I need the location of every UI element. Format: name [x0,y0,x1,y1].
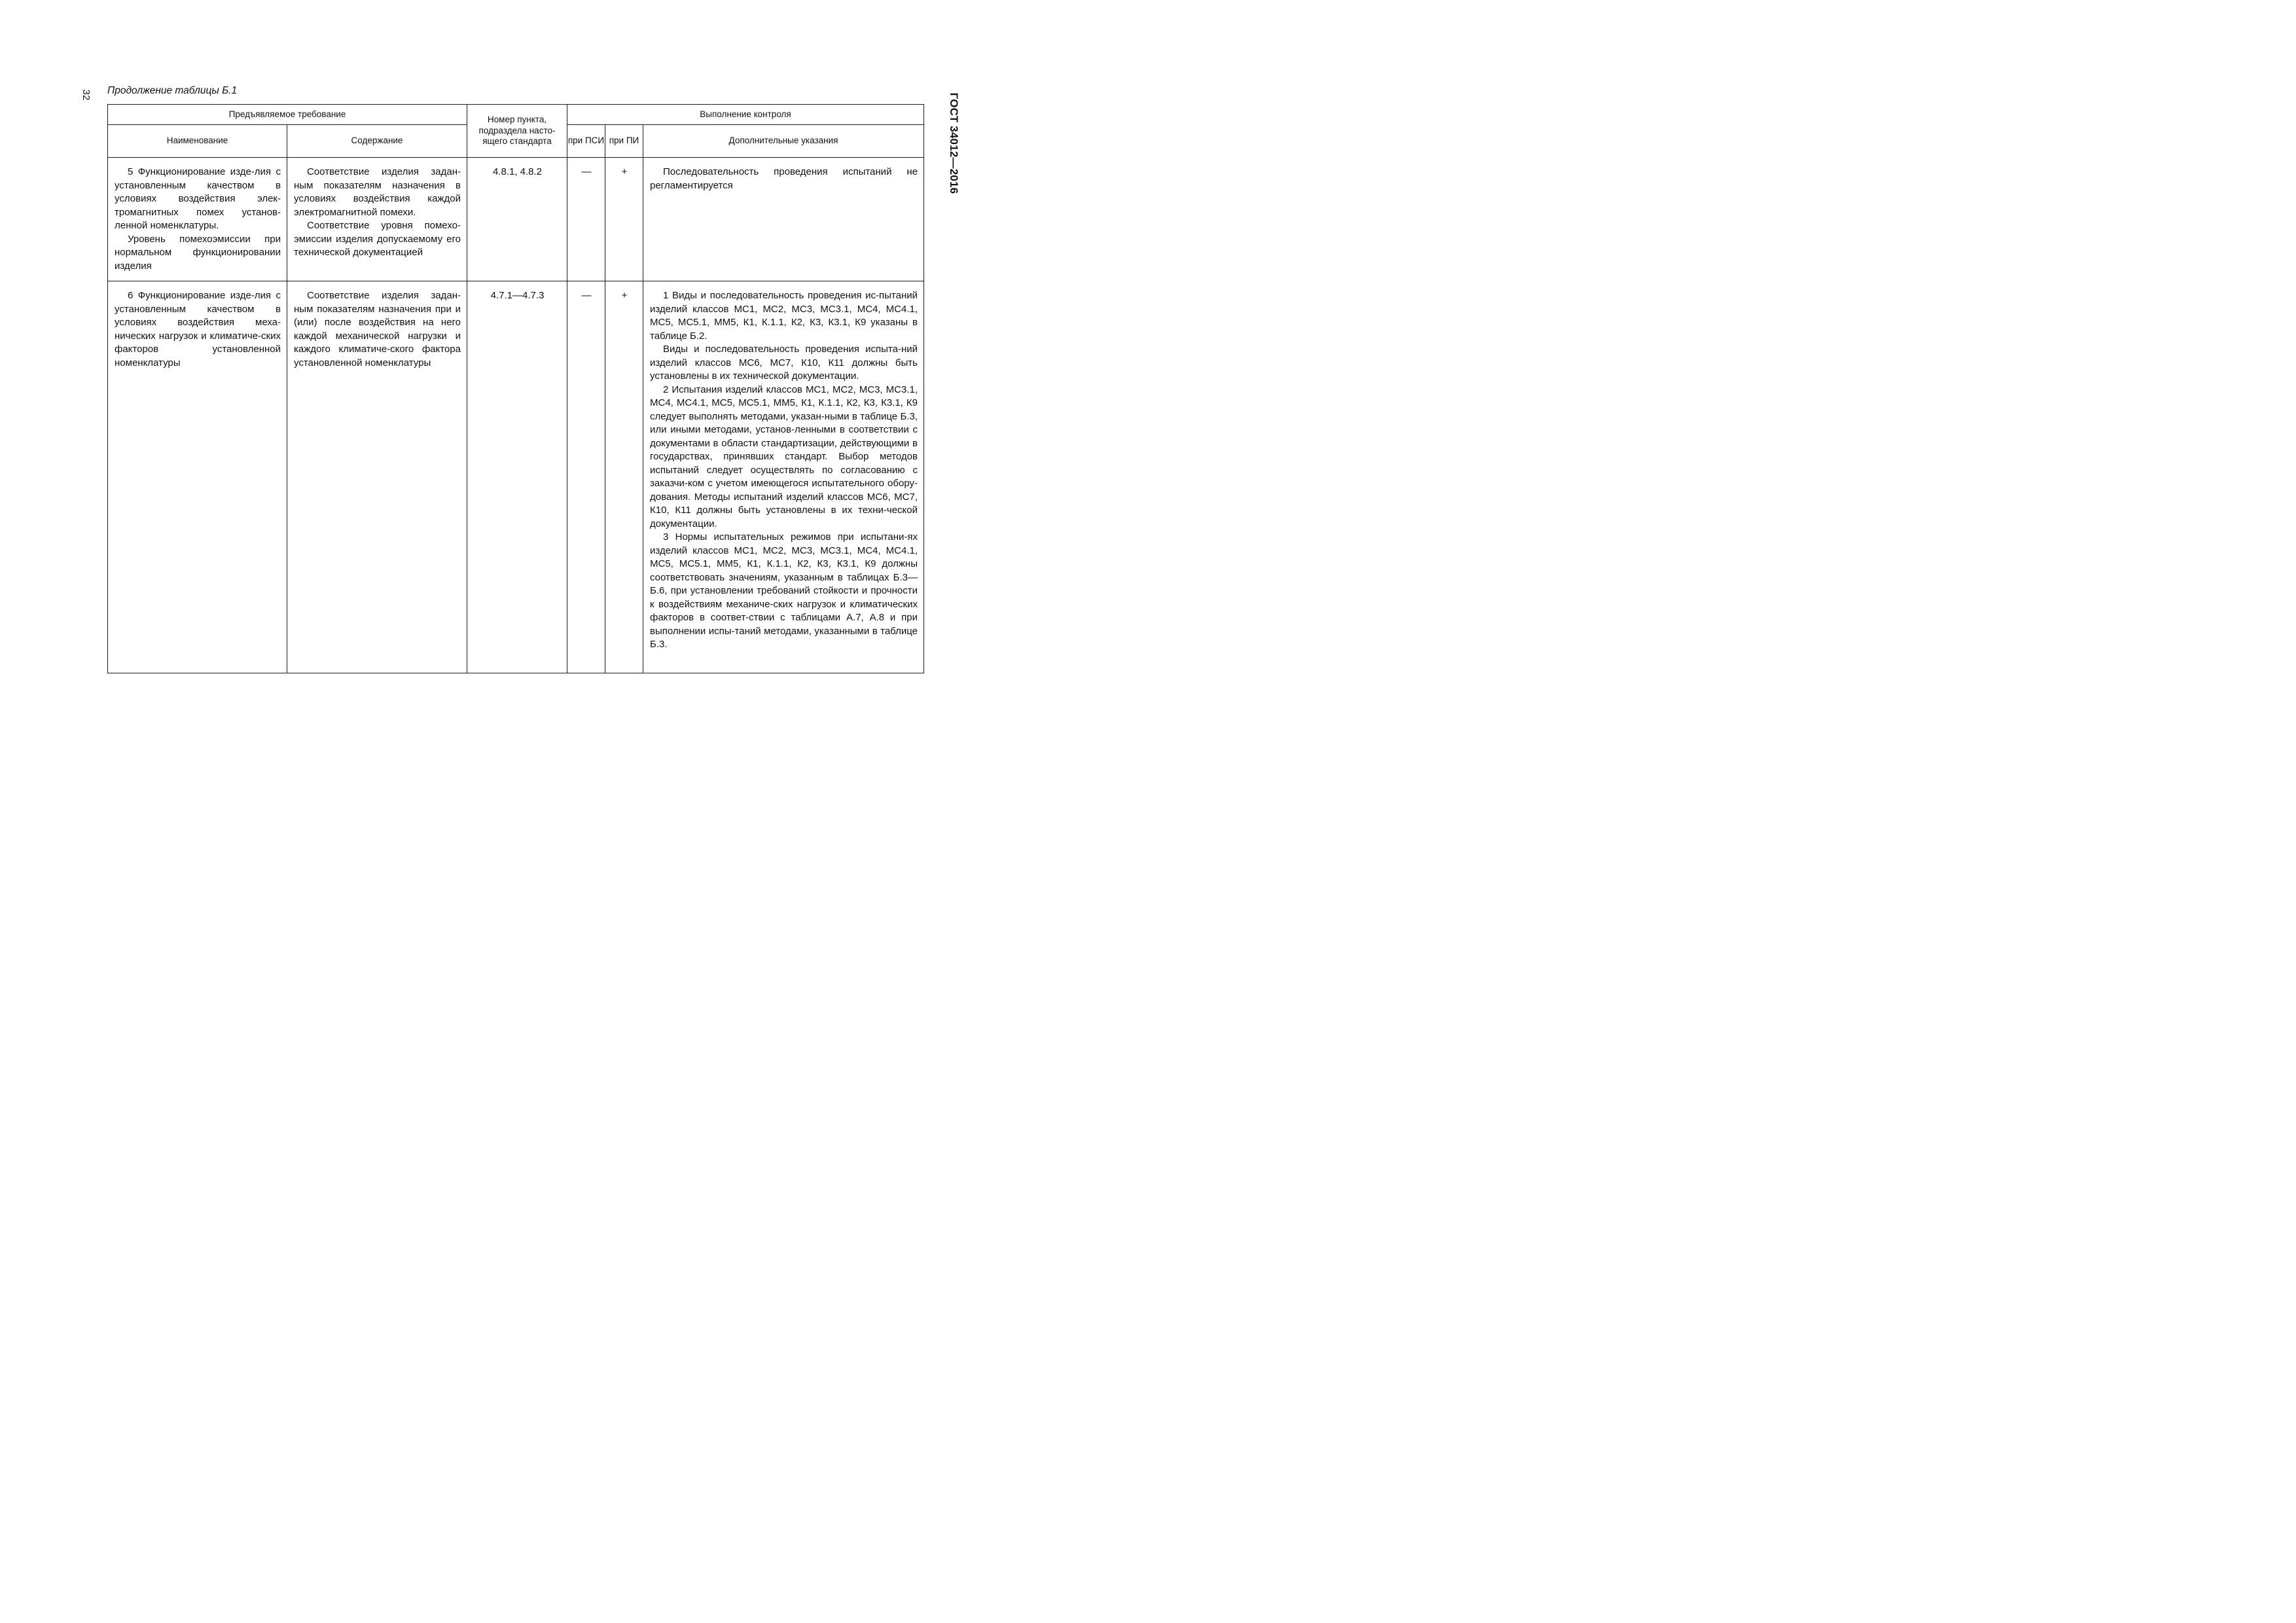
cell-paragraph: 5 Функционирование изде-лия с установленным качеством в условиях воздействия элек-тромагнитных помех установ-ленной номенклатуры. [115,166,281,231]
row-6-psi-cell: — [567,281,605,673]
cell-paragraph: Соответствие изделия задан-ным показателям назначения в условиях воздействия каждой электромагнитной помехи. [294,166,461,218]
cell-paragraph: Виды и последовательность проведения испыта-ний изделий классов МС6, МС7, К10, К11 должны быть установлены в их технической документации. [650,344,918,382]
cell-paragraph: 3 Нормы испытательных режимов при испытани-ях изделий классов МС1, МС2, МС3, МС3.1, МС4, МС4.1, МС5, МС5.1, ММ5, К1, К.1.1, К2, К3, К3.1, К9 должны соответствовать значениям, указанным в таблицах Б.3—Б.6, при установлении требований стойкости и прочности к воздействиям механиче-ских нагрузок и климатических факторов в соответ-ствии с таблицами А.7, А.8 и при выполнении испы-таний методами, указанными в таблице Б.3. [650,531,918,650]
cell-paragraph: Соответствие уровня помехо-эмиссии изделия допускаемому его технической документацией [294,220,461,258]
row-6-pi-cell: + [605,281,643,673]
document-code: ГОСТ 34012—2016 [948,92,960,194]
table-row [108,158,924,281]
cell-paragraph: 2 Испытания изделий классов МС1, МС2, МС3, МС3.1, МС4, МС4.1, МС5, МС5.1, ММ5, К1, К.1.1, К2, К3, К3.1, К9 следует выполнять методами, указан-ными в таблице Б.3, или иными методами, установ-ленными в соответствии с документами в области стандартизации, действующими в государствах, принявших стандарт. Выбор методов испытаний следует осуществлять по согласованию с заказчи-ком с учетом имеющегося испытательного обору-дования. Методы испытаний изделий классов МС6, МС7, К10, К11 должны быть установлены в их техни-ческой документации. [650,383,918,529]
cell-paragraph: 6 Функционирование изде-лия с установленным качеством в условиях воздействия меха-нических нагрузок и климатиче-ских факторов установленной номенклатуры [115,290,281,368]
header-row-1 [108,105,924,125]
cell-paragraph: Уровень помехоэмиссии при нормальном функционировании изделия [115,233,281,272]
header-psi: при ПСИ [567,125,605,158]
row-6-name-cell [108,281,287,673]
row-5-notes-cell [643,158,924,281]
row-5-pi-cell: + [605,158,643,281]
cell-paragraph: 1 Виды и последовательность проведения ис-пытаний изделий классов МС1, МС2, МС3, МС3.1, МС4, МС4.1, МС5, МС5.1, ММ5, К1, К.1.1, К2, К3, К3.1, К9 указаны в таблице Б.2. [650,290,918,342]
page-number: 32 [81,89,92,101]
header-notes: Дополнительные указания [643,125,924,158]
requirements-table [107,104,924,673]
header-content: Содержание [287,125,467,158]
header-clause: Номер пункта, подраздела насто-ящего стандарта [467,105,567,158]
table-row [108,281,924,673]
row-5-psi-cell: — [567,158,605,281]
row-6-notes-cell [643,281,924,673]
header-requirement-group: Предъявляемое требование [108,105,467,125]
table-caption: Продолжение таблицы Б.1 [107,85,238,96]
cell-paragraph: Последовательность проведения испытаний не регламентируется [650,166,918,191]
header-pi: при ПИ [605,125,643,158]
row-5-content-cell [287,158,467,281]
row-5-name-cell [108,158,287,281]
header-name: Наименование [108,125,287,158]
header-control-group: Выполнение контроля [567,105,924,125]
row-6-content-cell [287,281,467,673]
row-6-clause-cell: 4.7.1—4.7.3 [467,281,567,673]
cell-paragraph: Соответствие изделия задан-ным показателям назначения при и (или) после воздействия на него каждой механической нагрузки и каждого климатиче-ского фактора установленной номенклатуры [294,290,461,368]
row-5-clause-cell: 4.8.1, 4.8.2 [467,158,567,281]
